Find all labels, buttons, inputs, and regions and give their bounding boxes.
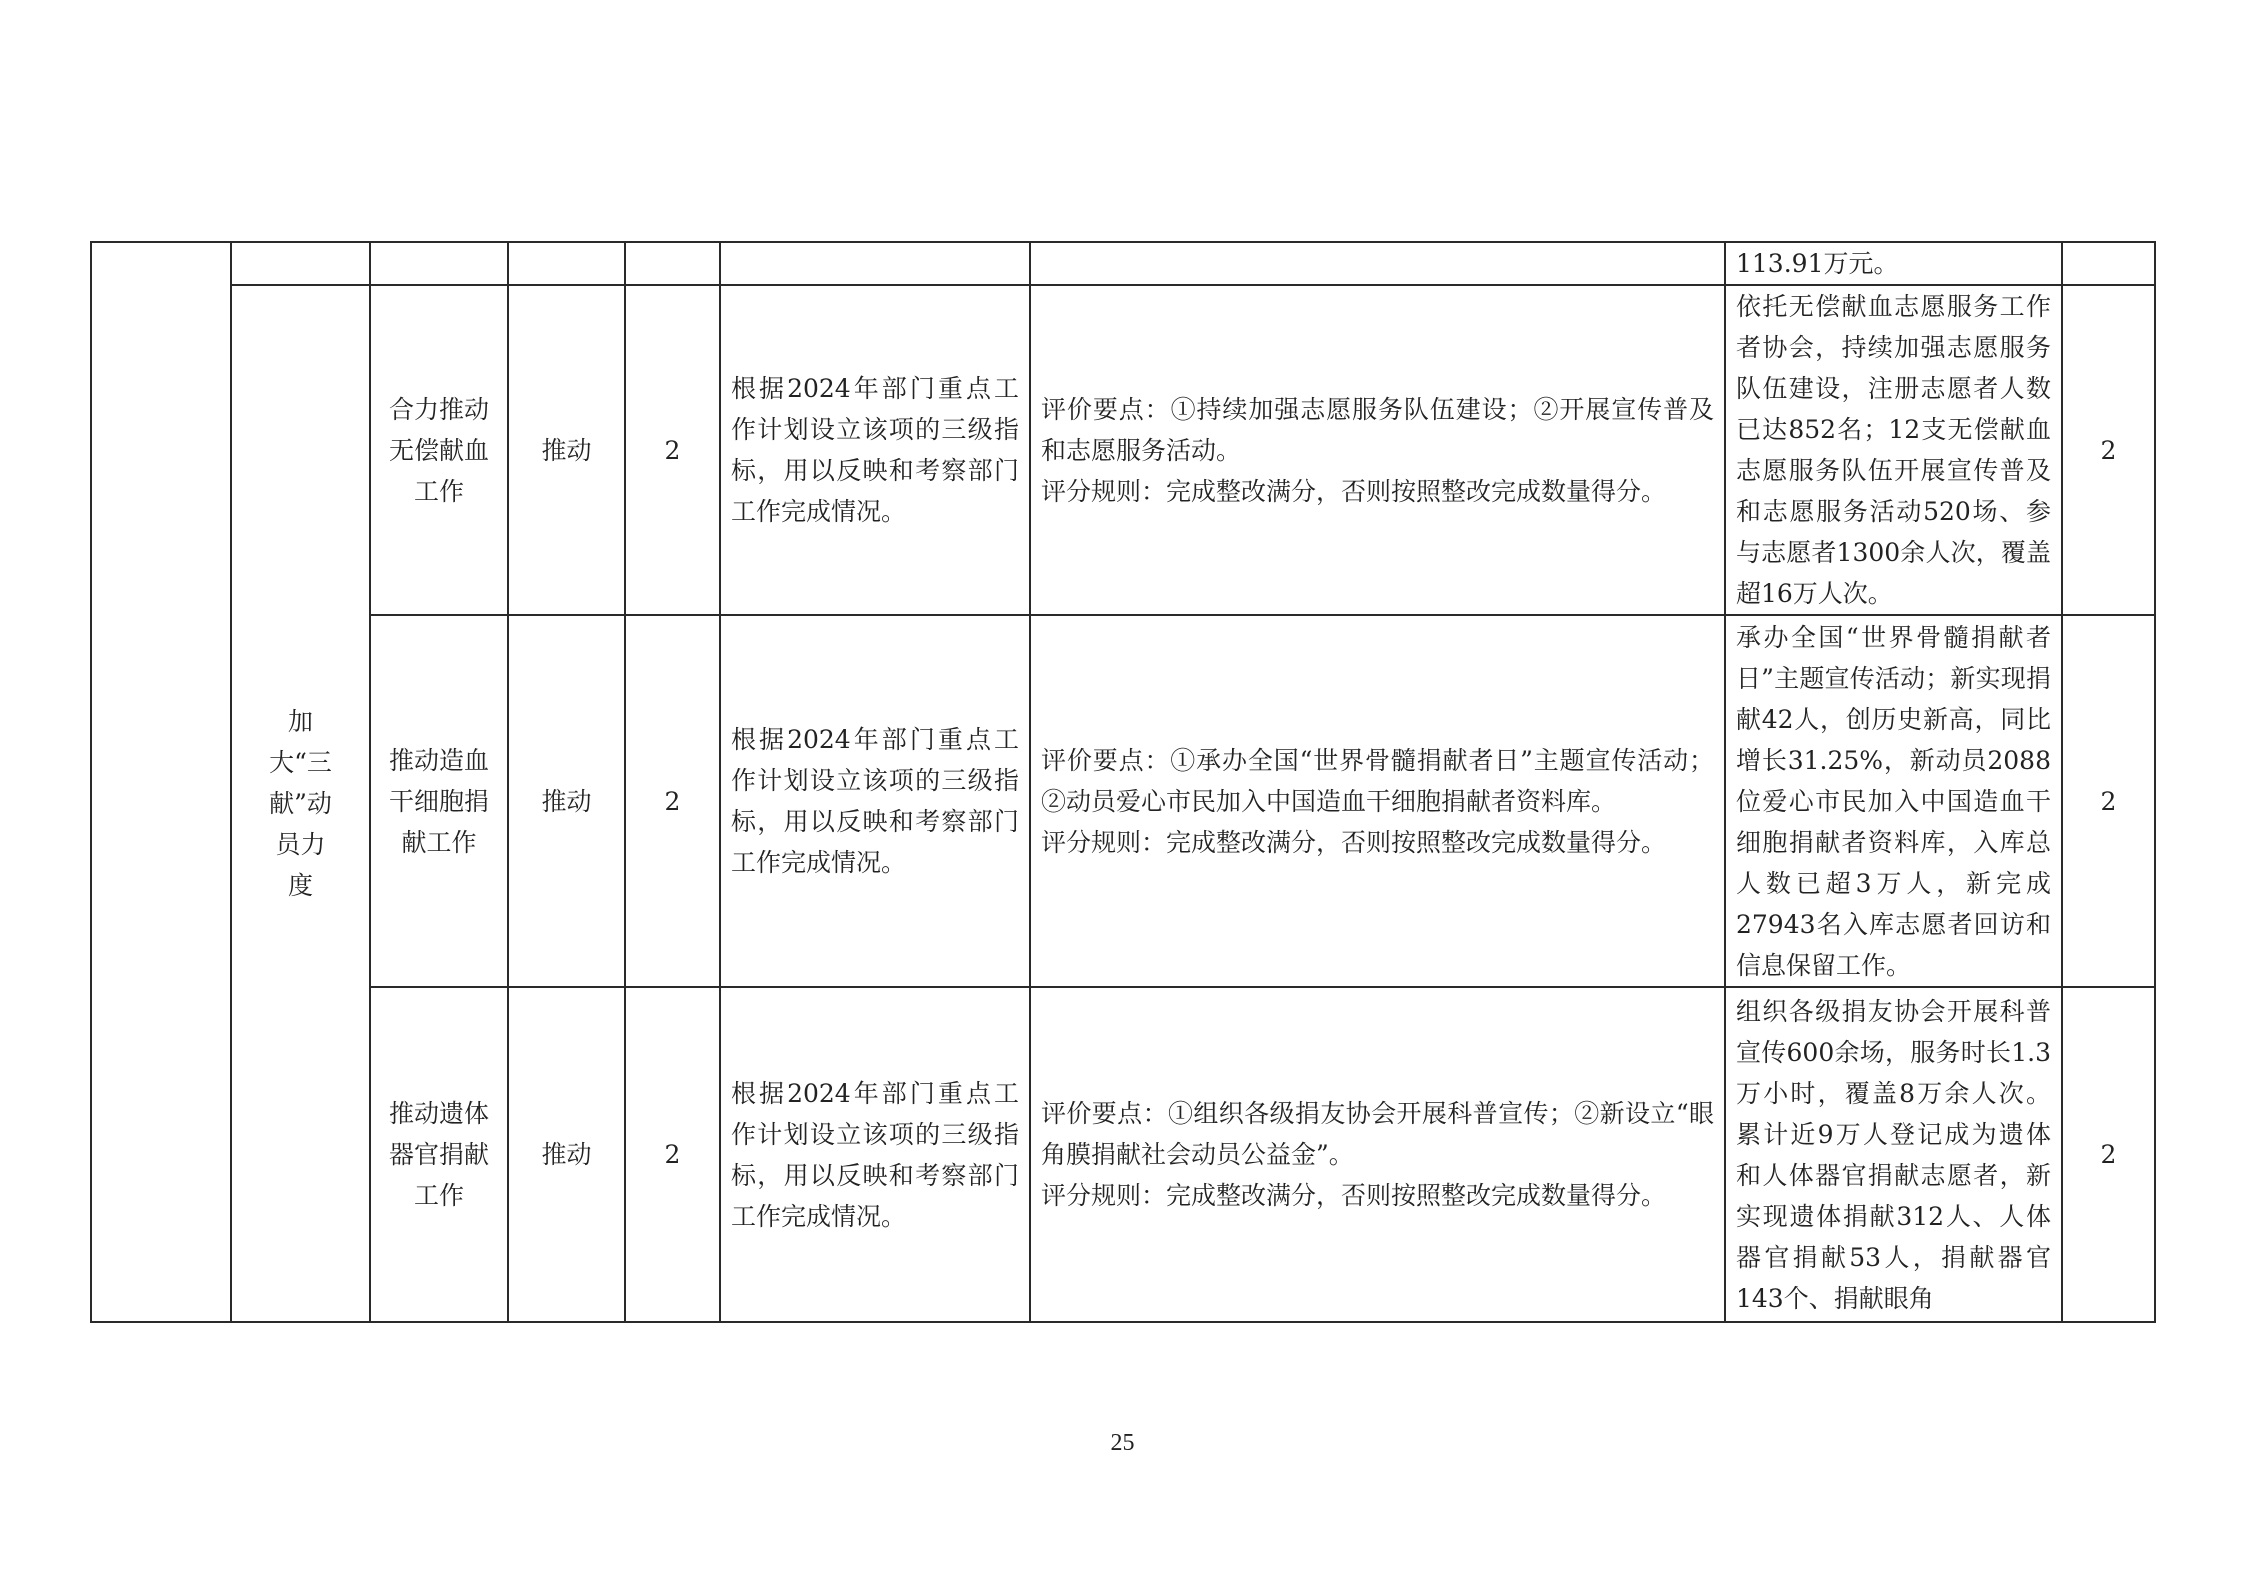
attribute-cell: 推动	[508, 987, 625, 1322]
score-cell: 2	[2062, 987, 2155, 1322]
criteria-points: 评价要点：①组织各级捐友协会开展科普宣传；②新设立“眼角膜捐献社会动员公益金”。	[1041, 1099, 1714, 1169]
table-row	[91, 285, 2155, 615]
indicator-text: 推动造血干细胞捐献工作	[388, 745, 489, 857]
description-cell: 根据2024年部门重点工作计划设立该项的三级指标，用以反映和考察部门工作完成情况。	[720, 987, 1030, 1322]
weight-cell: 2	[625, 987, 720, 1322]
score-cell: 2	[2062, 615, 2155, 987]
indicator-text: 推动遗体器官捐献工作	[388, 1099, 489, 1210]
criteria-points: 评价要点：①持续加强志愿服务队伍建设；②开展宣传普及和志愿服务活动。	[1041, 394, 1714, 465]
criteria-rule: 评分规则：完成整改满分，否则按照整改完成数量得分。	[1041, 1181, 1667, 1210]
table-row	[91, 615, 2155, 987]
category-text: 加大“三献”动员力度	[269, 707, 332, 900]
criteria-points: 评价要点：①承办全国“世界骨髓捐献者日”主题宣传活动；②动员爱心市民加入中国造血干细胞捐献者资料库。	[1041, 745, 1714, 816]
completion-cell: 组织各级捐友协会开展科普宣传600余场，服务时长1.3万小时，覆盖8万余人次。累计近9万人登记成为遗体和人体器官捐献志愿者，新实现遗体捐献312人、人体器官捐献53人，捐献器官143个、捐献眼角	[1725, 987, 2062, 1322]
weight-cell: 2	[625, 285, 720, 615]
score-cell-empty	[2062, 242, 2155, 285]
attribute-cell: 推动	[508, 285, 625, 615]
indicator-cell	[370, 615, 508, 987]
description-cell: 根据2024年部门重点工作计划设立该项的三级指标，用以反映和考察部门工作完成情况。	[720, 285, 1030, 615]
completion-carryover-cell: 113.91万元。	[1725, 242, 2062, 285]
criteria-cell	[1030, 987, 1725, 1322]
performance-table	[90, 241, 2156, 1323]
description-cell: 根据2024年部门重点工作计划设立该项的三级指标，用以反映和考察部门工作完成情况。	[720, 615, 1030, 987]
indicator-cell-empty	[370, 242, 508, 285]
indicator-cell	[370, 987, 508, 1322]
attribute-cell: 推动	[508, 615, 625, 987]
criteria-cell	[1030, 615, 1725, 987]
criteria-rule: 评分规则：完成整改满分，否则按照整改完成数量得分。	[1041, 476, 1667, 506]
score-cell: 2	[2062, 285, 2155, 615]
description-cell-empty	[720, 242, 1030, 285]
criteria-cell	[1030, 285, 1725, 615]
table-row	[91, 987, 2155, 1322]
completion-cell: 依托无偿献血志愿服务工作者协会，持续加强志愿服务队伍建设，注册志愿者人数已达852名；12支无偿献血志愿服务队伍开展宣传普及和志愿服务活动520场、参与志愿者1300余人次，覆盖超16万人次。	[1725, 285, 2062, 615]
level1-merged-cell	[91, 242, 231, 1322]
weight-cell: 2	[625, 615, 720, 987]
criteria-rule: 评分规则：完成整改满分，否则按照整改完成数量得分。	[1041, 827, 1667, 857]
weight-cell-empty	[625, 242, 720, 285]
indicator-text: 合力推动无偿献血工作	[388, 394, 489, 506]
criteria-cell-empty	[1030, 242, 1725, 285]
completion-cell: 承办全国“世界骨髓捐献者日”主题宣传活动；新实现捐献42人，创历史新高，同比增长31.25%，新动员2088位爱心市民加入中国造血干细胞捐献者资料库，入库总人数已超3万人，新完成27943名入库志愿者回访和信息保留工作。	[1725, 615, 2062, 987]
table-row-carryover	[91, 242, 2155, 285]
indicator-cell	[370, 285, 508, 615]
page-number: 25	[1110, 1430, 1135, 1456]
category-cell-empty	[231, 242, 370, 285]
attribute-cell-empty	[508, 242, 625, 285]
category-cell	[231, 285, 370, 1322]
